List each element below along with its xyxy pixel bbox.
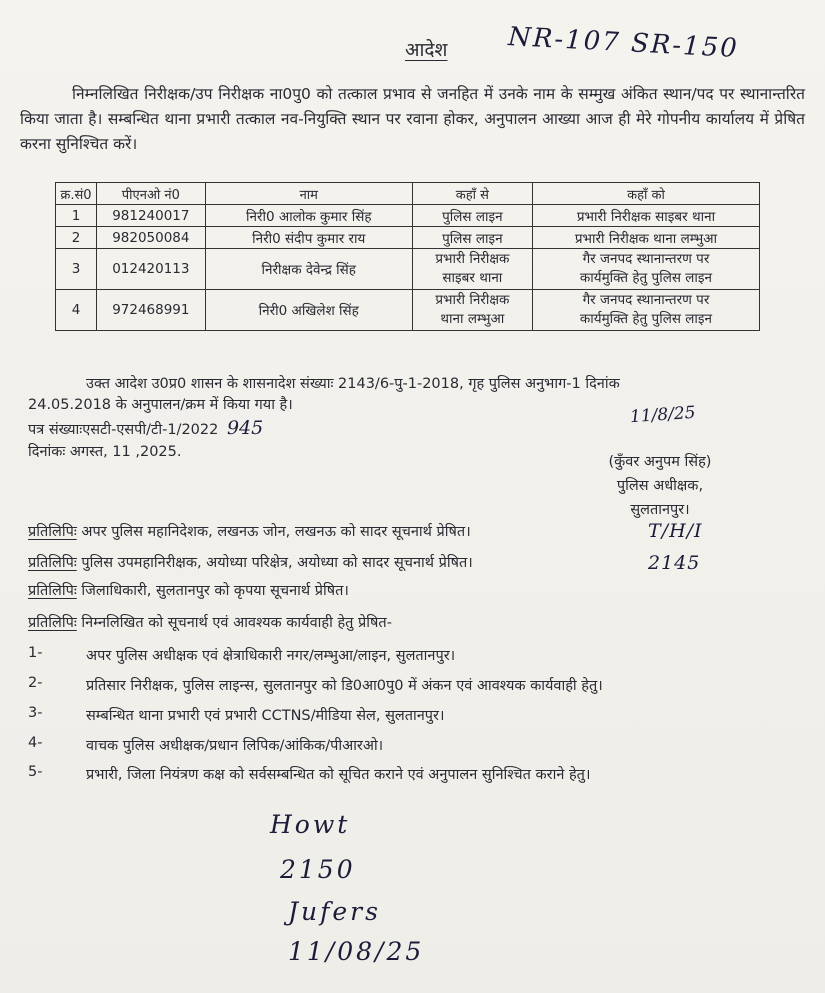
cell-from-line2: थाना लम्भुआ: [440, 311, 505, 327]
copy-label: प्रतिलिपिः: [28, 615, 77, 631]
copy-note-2: 2145: [648, 552, 701, 574]
handwritten-note-line-2: 2150: [280, 855, 356, 884]
cell-to-line2: कार्यमुक्ति हेतु पुलिस लाइन: [579, 311, 713, 327]
handwritten-note-line-4: 11/08/25: [288, 937, 425, 966]
table-header-row: [56, 183, 760, 205]
cell-to: [532, 249, 759, 290]
signatory-designation: पुलिस अधीक्षक,: [616, 478, 704, 494]
copy-text: अपर पुलिस महानिदेशक, लखनऊ जोन, लखनऊ को सादर सूचनार्थ प्रेषित।: [81, 524, 471, 540]
cell-pno: 972468991: [96, 290, 205, 331]
list-number: 4-: [28, 735, 43, 751]
cell-name: निरी0 आलोक कुमार सिंह: [205, 205, 412, 227]
reference-line-2: 24.05.2018 के अनुपालन/क्रम में किया गया है।: [28, 397, 293, 413]
signature-block: [570, 450, 750, 522]
table-row: [56, 205, 760, 227]
table-row: [56, 249, 760, 290]
copy-line-2: [28, 552, 473, 572]
table-row: [56, 227, 760, 249]
column-header-to: कहाँ को: [532, 183, 759, 205]
cell-to-line2: कार्यमुक्ति हेतु पुलिस लाइन: [579, 270, 713, 286]
table-row: [56, 290, 760, 331]
intro-paragraph: निम्नलिखित निरीक्षक/उप निरीक्षक ना0पु0 को तत्काल प्रभाव से जनहित में उनके नाम के सम्मुख अंकित स्थान/पद पर स्थानान्तरित किया जाता है। सम्बन्धित थाना प्रभारी तत्काल नव-नियुक्ति स्थान पर रवाना होकर, अनुपालन आख्या आज ही मेरे गोपनीय कार्यालय में प्रेषित करना सुनिश्चित करें।: [20, 85, 805, 153]
handwritten-note-line-3: Jufers: [288, 897, 381, 926]
cell-name: निरी0 अखिलेश सिंह: [205, 290, 412, 331]
list-number: 2-: [28, 675, 43, 691]
signatory-place: सुलतानपुर।: [630, 502, 690, 518]
list-item: सम्बन्धित थाना प्रभारी एवं प्रभारी CCTNS/मीडिया सेल, सुलतानपुर।: [86, 708, 445, 724]
cell-from-line1: प्रभारी निरीक्षक: [435, 251, 510, 267]
list-item: प्रभारी, जिला नियंत्रण कक्ष को सर्वसम्बन्धित को सूचित कराने एवं अनुपालन सुनिश्चित कराने हेतु।: [86, 767, 591, 783]
column-header-name: नाम: [205, 183, 412, 205]
letter-number: [28, 418, 263, 441]
copy-text: जिलाधिकारी, सुलतानपुर को कृपया सूचनार्थ प्रेषित।: [81, 583, 349, 599]
signature-mark: 11/8/25: [629, 402, 697, 428]
copy-label: प्रतिलिपिः: [28, 555, 77, 571]
handwritten-note-line-1: Howt: [270, 810, 351, 839]
column-header-serial: क्र.सं0: [56, 183, 97, 205]
cell-pno: 982050084: [96, 227, 205, 249]
cell-to: प्रभारी निरीक्षक साइबर थाना: [532, 205, 759, 227]
column-header-pno: पीएनओ नं0: [96, 183, 205, 205]
copy-line-4: [28, 612, 392, 632]
cell-pno: 981240017: [96, 205, 205, 227]
list-number: 5-: [28, 764, 43, 780]
reference-line-1: उक्त आदेश उ0प्र0 शासन के शासनादेश संख्याः 2143/6-पु-1-2018, गृह पुलिस अनुभाग-1 दिनांक: [86, 376, 620, 392]
copy-label: प्रतिलिपिः: [28, 583, 77, 599]
copy-text: पुलिस उपमहानिरीक्षक, अयोध्या परिक्षेत्र, अयोध्या को सादर सूचनार्थ प्रेषित।: [81, 555, 473, 571]
copy-label: प्रतिलिपिः: [28, 524, 77, 540]
cell-to: प्रभारी निरीक्षक थाना लम्भुआ: [532, 227, 759, 249]
letter-number-text: पत्र संख्याःएसटी-एसपी/टी-1/2022: [28, 422, 219, 438]
cell-from: पुलिस लाइन: [412, 205, 532, 227]
cell-serial: 2: [56, 227, 97, 249]
cell-from: [412, 290, 532, 331]
letter-number-handwritten: 945: [226, 417, 264, 439]
copy-line-3: [28, 580, 349, 600]
handwritten-order-number: NR-107 SR-150: [507, 21, 740, 65]
cell-from: पुलिस लाइन: [412, 227, 532, 249]
copy-text: निम्नलिखित को सूचनार्थ एवं आवश्यक कार्यवाही हेतु प्रेषित-: [81, 615, 392, 631]
cell-name: निरी0 संदीप कुमार राय: [205, 227, 412, 249]
copy-note-1: T/H/I: [648, 520, 703, 542]
signatory-name: (कुँवर अनुपम सिंह): [608, 454, 712, 470]
transfer-table: [55, 182, 760, 331]
cell-name: निरीक्षक देवेन्द्र सिंह: [205, 249, 412, 290]
list-number: 3-: [28, 705, 43, 721]
cell-serial: 3: [56, 249, 97, 290]
cell-to-line1: गैर जनपद स्थानान्तरण पर: [582, 292, 710, 308]
column-header-from: कहाँ से: [412, 183, 532, 205]
cell-from-line1: प्रभारी निरीक्षक: [435, 292, 510, 308]
list-item: वाचक पुलिस अधीक्षक/प्रधान लिपिक/आंकिक/पीआरओ।: [86, 738, 384, 754]
cell-pno: 012420113: [96, 249, 205, 290]
copy-line-1: [28, 521, 471, 541]
cell-serial: 4: [56, 290, 97, 331]
list-item: अपर पुलिस अधीक्षक एवं क्षेत्राधिकारी नगर/लम्भुआ/लाइन, सुलतानपुर।: [86, 648, 456, 664]
cell-to-line1: गैर जनपद स्थानान्तरण पर: [582, 251, 710, 267]
list-item: प्रतिसार निरीक्षक, पुलिस लाइन्स, सुलतानपुर को डि0आ0पु0 में अंकन एवं आवश्यक कार्यवाही हेतु।: [86, 678, 603, 694]
order-date: दिनांकः अगस्त, 11 ,2025.: [28, 444, 182, 460]
list-number: 1-: [28, 645, 43, 661]
document-title: आदेश: [405, 39, 448, 61]
cell-serial: 1: [56, 205, 97, 227]
cell-to: [532, 290, 759, 331]
cell-from: [412, 249, 532, 290]
cell-from-line2: साइबर थाना: [442, 270, 503, 286]
